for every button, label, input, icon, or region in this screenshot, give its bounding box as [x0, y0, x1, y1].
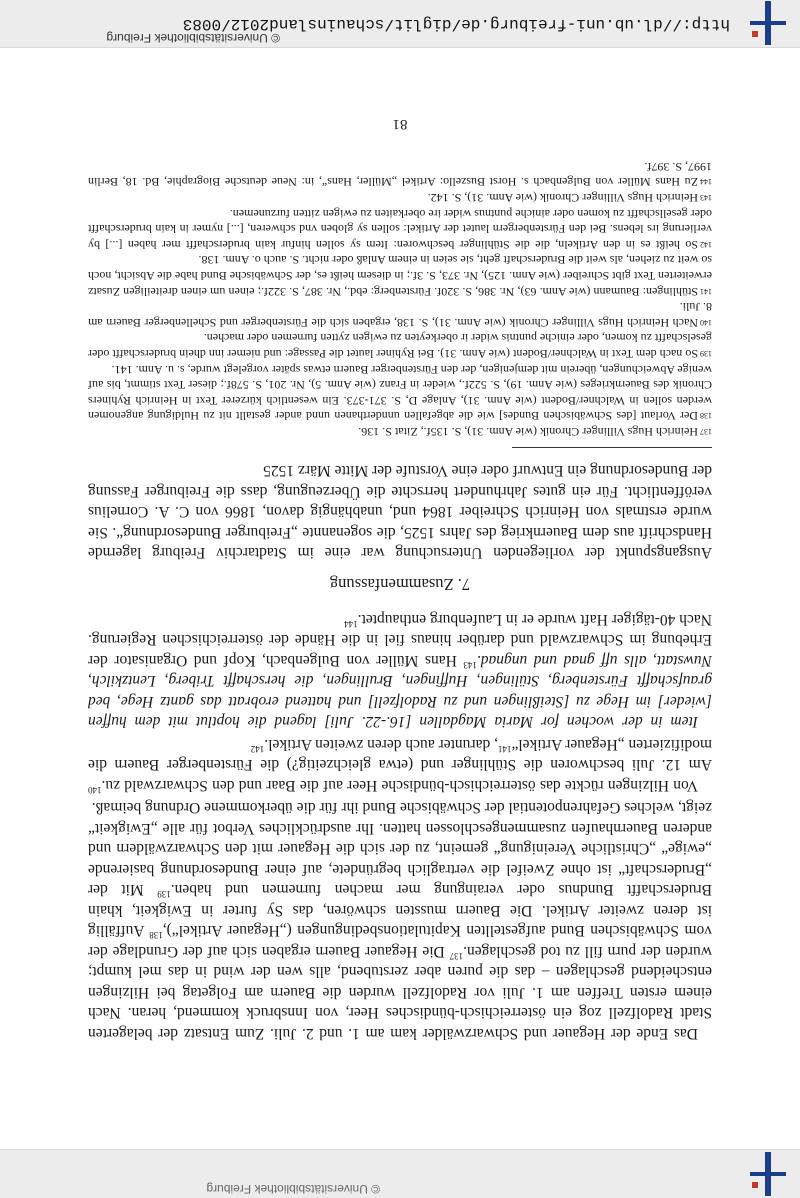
- footnotes: [88, 158, 712, 439]
- paragraph-1-text: Das Ende der Hegauer und Schwarzwälder kam am 1. und 2. Juli. Zum Entsatz der belagerten Stadt Radolfzell zog ein österreichisch-bündisches Heer, von Innsbruck kommend, heran. Nach einem ersten Treffen am 1. Juli vor Radolfzell wurden die Bauern am Folgetag bei Hilzingen entscheidend geschlagen – das die puren aber zerstubend, alls wen der wind in das mel kumpt; wurden der purn fill zu tod geschlagen.: [88, 943, 712, 1042]
- paragraph-1d-text: Mit der „Bruderschaft“ ist ohne Zweifel die vertraglich begründete, auf einer Bundesordnung basierende „ewige“ „Christliche Vereinigung“ gemeint, zu der sich die Hegauer mit den Schwarzwäldern und anderen Bauernhaufen zusammengeschlossen hatten. Ihr ausdrückliches Verbot für alle „Ewigkeit“ zeigt, welches Gefahrenpotential der Schwäbische Bund ihr für die überkommene Ordnung beimaß.: [87, 799, 712, 899]
- footnote-ref-140: 140: [88, 785, 102, 796]
- paragraph-3: Ausgangspunkt der vorliegenden Untersuchung war eine im Stadtarchiv Freiburg lagernde Handschrift aus dem Bauernkrieg des Jahrs 1525, die sogenannte „Freiburger Bundesordnung“. Sie wurde erstmals von Heinrich Schreiber 1864 und, unabhängig davon, 1866 von C. A. Cornelius veröffentlicht. Für ein gutes Jahrhundert herrschte die Überzeugung, dass die Freiburger Fassung der Bundesordnung ein Entwurf oder eine Vorstufe der Mitte März 1525: [88, 462, 712, 562]
- footnote-ref-137: 137: [449, 951, 464, 962]
- scan-bottom-bar: [0, 0, 800, 48]
- footnote-number: 137: [700, 427, 712, 436]
- paragraph-1b-text: Die Hegauer Bauern ergaben sich auf der Grundlage der vom Schwäbischen Bund aufgestellten Kapitulationsbedingungen („Hegauer Artikel“),: [87, 922, 712, 960]
- quote-paragraph: [88, 609, 712, 732]
- copyright-notice-bottom: © Universitätsbibliothek Freiburg: [206, 1182, 380, 1196]
- footnote-text: Heinrich Hugs Villinger Chronik (wie Anm. 31), S. 135f., Zitat S. 136.: [358, 425, 698, 439]
- page-number: 81: [392, 116, 408, 133]
- scan-credit-strip: [0, 1176, 800, 1198]
- body-text: [88, 460, 712, 1043]
- footnote-ref-138: 138: [149, 930, 163, 941]
- footnote-number: 140: [700, 317, 712, 327]
- footnote-number: 143: [700, 193, 712, 203]
- footnote: [88, 205, 712, 252]
- footnote-text: So heißt es in den Artikeln, die die Stühlinger beschworen: Item sy sollen hinfur kain bruderschafft mer haben [...] by verlierung irs lebens. Bei den Fürstenbergern lautet der Artikel: sollen sy globen vnd schweren, [...] nymer in kain bruderschafft oder gesellschafft zu komen oder ainiche puntnus wider ire oberkaiten zu ewigen zitten furzunemen.: [88, 206, 712, 252]
- section-title: 7. Zusammenfassung: [329, 575, 471, 595]
- quote-b-text: Hans Müller von Bulgenbach, Kopf und Organisator der Erhebung im Schwarzwald und darüber hinaus fiel in die Hände der österreichischen Regierung. Nach 40-tägiger Haft wurde er in Laufenburg enthauptet.: [88, 611, 712, 669]
- footnote-text: Stühlingen: Baumann (wie Anm. 63), Nr. 386, S. 320f. Fürstenberg: ebd., Nr. 387, S. 322f.; einen um einen dreiteiligen Zusatz erweiterten Text gibt Schreiber (wie Anm. 125), Nr. 373, S. 3f.; in diesem heißt es, der Schwäbische Bund habe die Absicht, noch so weit zu ziehen, als weit die Bruderschaft geht, sie seien in einem Anlaß oder nicht. S. auch o. Anm. 138.: [88, 253, 712, 299]
- footnote: [88, 361, 712, 423]
- footnote-number: 139: [700, 349, 712, 359]
- copyright-notice: © Universitätsbibliothek Freiburg: [106, 31, 280, 45]
- footnote: [88, 423, 712, 439]
- footnote-text: So nach dem Text in Walchner/Bodent (wie Anm. 31). Bei Ryhiner lautet die Passage: und niemer inn dhein bruderschafft oder geselschafft zu komen, oder einiche puntnis wider ir oberkeyten zu ewigen zytten furnemen oder machen.: [88, 331, 712, 362]
- footnote: [88, 252, 712, 299]
- footnote-number: 142: [700, 239, 712, 249]
- paragraph-1c-text: Auffällig ist deren zweiter Artikel. Die Bauern mussten schwören, das Sy furter in Ewigkeit, khain Bruderschafft Bundnus oder veraingung mer machen furnemen und haben.: [88, 881, 712, 940]
- footnote: [88, 299, 712, 330]
- footnote: [88, 330, 712, 361]
- footnote-ref-142: 142: [250, 744, 265, 755]
- footnote-text: Nach Heinrich Hugs Villinger Chronik (wie Anm. 31), S. 138, ergaben sich die Fürstenberger und Schellenberger Bauern am 8. Juli.: [88, 300, 712, 330]
- paragraph-2b-text: Am 12. Juli beschworen die Stühlinger und (etwa gleichzeitig?) die Fürstenberger Bauern die modifizierten „Hegauer Artikel“: [88, 736, 712, 774]
- university-logo-icon: [748, 1, 788, 45]
- footnote: [88, 190, 712, 206]
- footnote-ref-144: 144: [344, 619, 358, 630]
- paragraph-2c-text: , darunter auch deren zweiten Artikel.: [264, 736, 498, 753]
- page-content: [88, 101, 712, 1043]
- paragraph-2: [88, 734, 712, 796]
- footnote-number: 144: [700, 177, 712, 187]
- footnote-ref-143: 143: [463, 660, 477, 671]
- footnote-text: Heinrich Hugs Villinger Chronik (wie Anm. 31), S. 142.: [427, 191, 698, 206]
- source-url[interactable]: http://dl.ub.uni-freiburg.de/diglit/schauinsland2012/0083: [182, 15, 730, 33]
- footnote-number: 138: [700, 411, 712, 421]
- paragraph-2-text: Von Hilzingen rückte das österreichisch-bündische Heer auf die Baar und den Schwarzwald zu.: [101, 777, 698, 794]
- paragraph-1: [88, 797, 712, 1043]
- footnote-divider: [512, 447, 712, 448]
- footnote-text: Zu Hans Müller von Bulgenbach s. Horst Buszello: Artikel „Müller, Hans“, in: Neue deutsche Biographie, Bd. 18, Berlin 1997, S. 397f.: [88, 159, 712, 190]
- quote-text: Item in der wochen for Maria Magdallen [16.-22. Juli] lagend die hoptlut mit dem huffen [wieder] im Hege zu [Steißlingen und zu Radolfzell] und hattend erobratt das gantz Hege, bed graufschafft Fürstenberg, Stülingen, Huffingen, Brullingen, die herschafft Triberg, Lentzkilch, Nuwstatt, alls uff gnad und ungnad.: [88, 652, 712, 731]
- footnote: [88, 158, 712, 189]
- footnote-number: 141: [700, 286, 712, 296]
- footnote-ref-139: 139: [157, 889, 171, 900]
- footnote-ref-141: 141: [497, 744, 512, 755]
- footnote-text: Der Vorlaut [des Schwäbischen Bundes] wie die abgefallen unnderthanen unnd ander gestallt nit zu Huldigung angenomen werden sollen in Walchner/Bodent (wie Anm. 31), Anlage D, S. 371-373. Ein wesentlich kürzerer Text in Heinrich Ryhiners Chronik des Bauernkrieges (wie Anm. 19), S. 522f., wieder in Franz (wie Anm. 5), Nr. 201, S. 578f.; dieser Text stimmt, bis auf wenige Abweichungen, überein mit demjenigen, der den Fürstenberger Bauern etwas später vorgelegt wurde, s. u. Anm. 141.: [88, 362, 712, 424]
